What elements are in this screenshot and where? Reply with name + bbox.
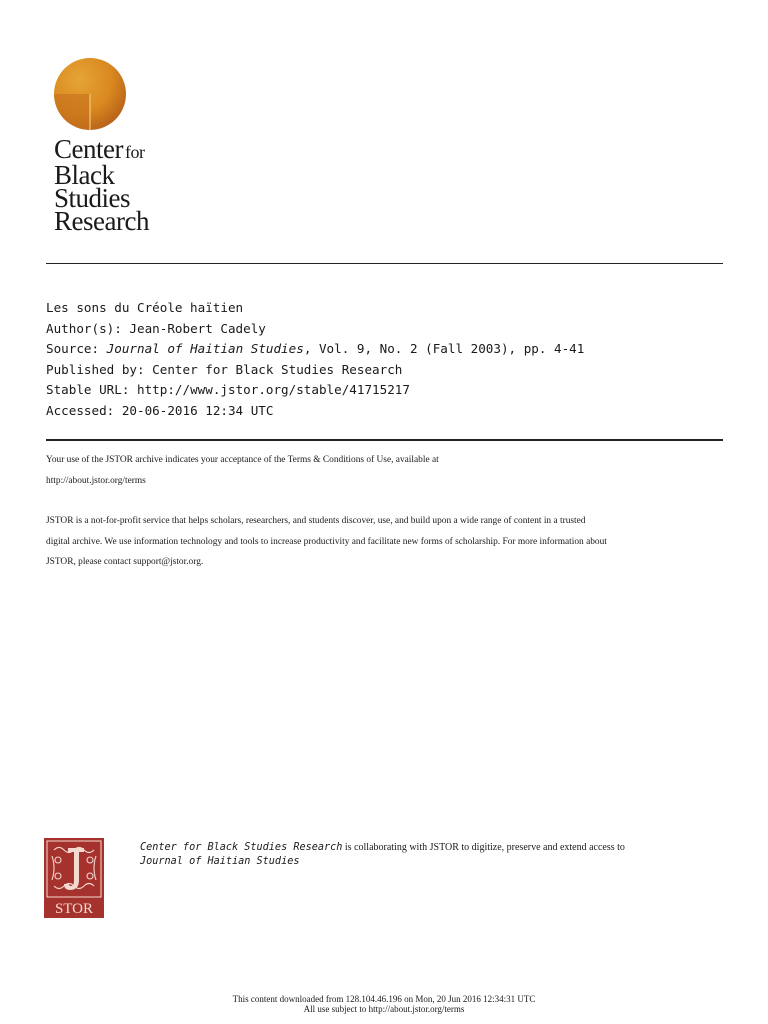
authors-label: Author(s): <box>46 320 130 336</box>
collab-text: is collaborating with JSTOR to digitize, preserve and extend access to <box>342 842 625 853</box>
terms-p1-line1: Your use of the JSTOR archive indicates your acceptance of the Terms & Conditions of Use, available at <box>46 455 439 465</box>
article-title: Les sons du Créole haïtien <box>46 300 244 315</box>
article-metadata <box>46 298 584 422</box>
article-accessed <box>46 401 584 422</box>
footer-line-2: All use subject to http://about.jstor.org/terms <box>303 1004 465 1014</box>
authors-value: Jean-Robert Cadely <box>129 320 266 336</box>
terms-paragraph-1 <box>46 450 736 491</box>
terms-p2-line1: JSTOR is a not-for-profit service that helps scholars, researchers, and students discover, use, and build upon a wide range of content in a trusted <box>46 516 586 526</box>
article-source <box>46 339 584 360</box>
top-divider <box>46 263 723 264</box>
collab-journal: Journal of Haitian Studies <box>140 856 300 867</box>
logo-line-4: Research <box>54 206 149 236</box>
jstor-logo <box>44 838 104 918</box>
article-stable-url <box>46 380 584 401</box>
terms-p2-line2: digital archive. We use information technology and tools to increase productivity and facilitate new forms of scholarship. For more information about <box>46 536 607 547</box>
terms-p2-line3: JSTOR, please contact support@jstor.org. <box>46 557 204 567</box>
footer-line-1: This content downloaded from 128.104.46.196 on Mon, 20 Jun 2016 12:34:31 UTC <box>232 994 536 1004</box>
logo-line-1: Center <box>54 134 123 164</box>
logo-line-2: Black <box>54 160 115 190</box>
article-authors <box>46 319 584 340</box>
accessed-value: 20-06-2016 12:34 UTC <box>121 402 274 418</box>
publisher-logo-circle <box>53 57 127 131</box>
source-label: Source: <box>46 341 107 357</box>
publisher-value: Center for Black Studies Research <box>152 361 403 377</box>
source-journal: Journal of Haitian Studies <box>106 341 304 357</box>
jstor-logo-text: STOR <box>54 901 94 917</box>
article-publisher <box>46 360 584 381</box>
source-details: , Vol. 9, No. 2 (Fall 2003), pp. 4-41 <box>303 341 585 357</box>
publisher-logo-text <box>54 134 149 236</box>
terms-notice <box>46 450 736 573</box>
terms-paragraph-2 <box>46 511 736 573</box>
published-label: Published by: <box>46 361 153 377</box>
stable-url-link[interactable]: http://www.jstor.org/stable/41715217 <box>137 382 410 398</box>
stable-url-label: Stable URL: <box>46 382 137 398</box>
accessed-label: Accessed: <box>46 402 122 418</box>
collab-publisher: Center for Black Studies Research <box>140 842 343 853</box>
terms-link[interactable]: http://about.jstor.org/terms <box>46 475 146 486</box>
logo-line-3: Studies <box>54 183 131 213</box>
collaboration-notice <box>140 841 740 869</box>
logo-line-1-small: for <box>124 142 145 162</box>
middle-divider <box>46 439 723 441</box>
download-footer <box>0 994 768 1014</box>
